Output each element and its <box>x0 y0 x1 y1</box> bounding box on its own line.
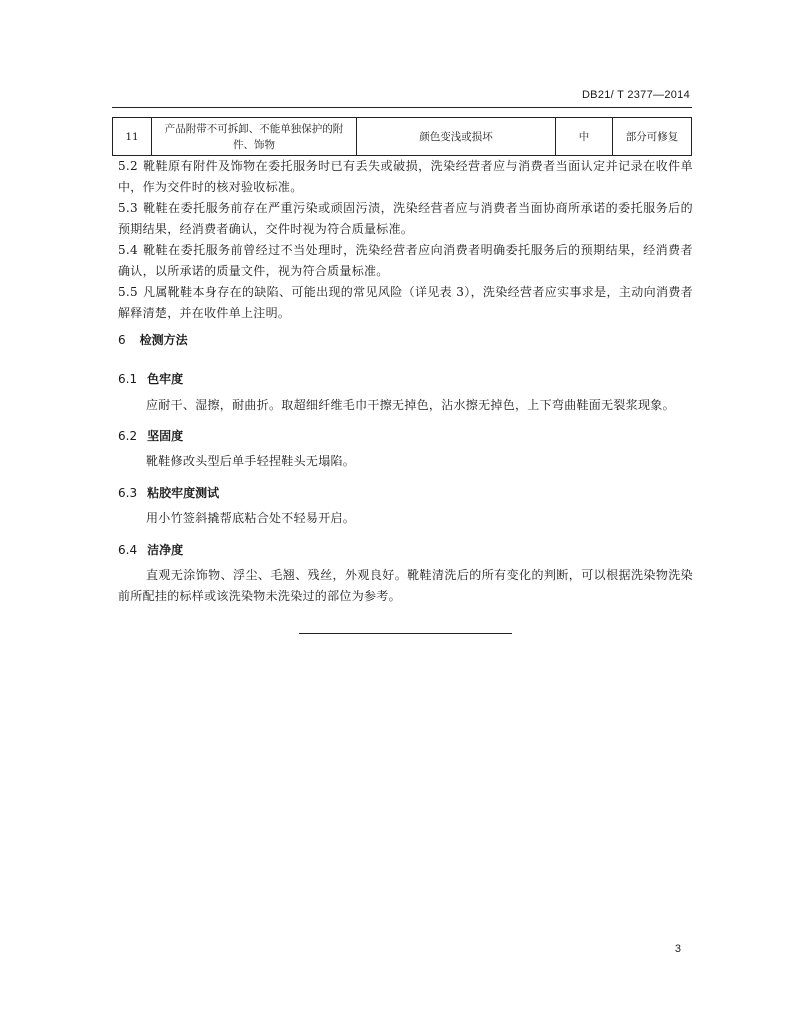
header-rule <box>112 107 692 108</box>
subsection-number: 6.2 <box>118 429 138 443</box>
clause-text: 凡属靴鞋本身存在的缺陷、可能出现的常见风险（详见表 3），洗染经营者应实事求是，主动向消费者解释清楚，并在收件单上注明。 <box>118 285 693 320</box>
clause-number: 5.4 <box>118 243 138 257</box>
row-item-line2: 件、饰物 <box>233 138 275 151</box>
subsection-number: 6.4 <box>118 543 138 557</box>
row-defect: 颜色变浅或损坏 <box>357 118 556 156</box>
page-number: 3 <box>674 943 681 955</box>
subsection-6-3-heading <box>118 484 219 501</box>
section-6-heading <box>118 331 188 348</box>
subsection-title: 坚固度 <box>147 429 184 443</box>
subsection-title: 色牢度 <box>147 372 184 386</box>
clause-5-5 <box>118 282 693 324</box>
clause-number: 5.2 <box>118 159 138 173</box>
subsection-title: 洁净度 <box>147 543 184 557</box>
subsection-number: 6.3 <box>118 486 138 500</box>
subsection-6-1-heading <box>118 370 183 387</box>
row-result: 部分可修复 <box>613 118 692 156</box>
subsection-6-3-text: 用小竹签斜撬帮底粘合处不轻易开启。 <box>146 511 356 525</box>
subsection-6-4-text: 直观无涂饰物、浮尘、毛翘、残丝，外观良好。靴鞋清洗后的所有变化的判断，可以根据洗染物洗染前所配挂的标样或该洗染物未洗染过的部位为参考。 <box>118 568 693 603</box>
section-title: 检测方法 <box>139 333 188 347</box>
risk-table <box>112 117 692 156</box>
section-number: 6 <box>118 333 126 347</box>
document-code: DB21/ T 2377—2014 <box>581 89 690 101</box>
table-row <box>113 118 692 156</box>
subsection-6-4-heading <box>118 541 183 558</box>
row-number: 11 <box>113 118 152 156</box>
clause-number: 5.3 <box>118 201 138 215</box>
subsection-6-2-heading <box>118 427 183 444</box>
subsection-6-2-text: 靴鞋修改头型后单手轻捏鞋头无塌陷。 <box>146 454 356 468</box>
clause-5-3 <box>118 198 693 240</box>
row-item <box>152 118 357 156</box>
clause-text: 靴鞋在委托服务前存在严重污染或顽固污渍，洗染经营者应与消费者当面协商所承诺的委托服务后的预期结果，经消费者确认，交件时视为符合质量标准。 <box>118 201 693 236</box>
clause-text: 靴鞋在委托服务前曾经过不当处理时，洗染经营者应向消费者明确委托服务后的预期结果，经消费者确认，以所承诺的质量文件，视为符合质量标准。 <box>118 243 693 278</box>
subsection-title: 粘胶牢度测试 <box>147 486 220 500</box>
subsection-6-1-text: 应耐干、湿擦，耐曲折。取超细纤维毛巾干擦无掉色，沾水擦无掉色，上下弯曲鞋面无裂浆现象。 <box>146 398 675 412</box>
clause-5-4 <box>118 240 693 282</box>
clause-5-2 <box>118 156 693 198</box>
end-rule <box>299 633 512 634</box>
subsection-number: 6.1 <box>118 372 138 386</box>
clause-number: 5.5 <box>118 285 138 299</box>
row-item-line1: 产品附带不可拆卸、不能单独保护的附 <box>164 122 344 135</box>
row-level: 中 <box>556 118 613 156</box>
clause-text: 靴鞋原有附件及饰物在委托服务时已有丢失或破损，洗染经营者应与消费者当面认定并记录在收件单中，作为交件时的核对验收标准。 <box>118 159 693 194</box>
